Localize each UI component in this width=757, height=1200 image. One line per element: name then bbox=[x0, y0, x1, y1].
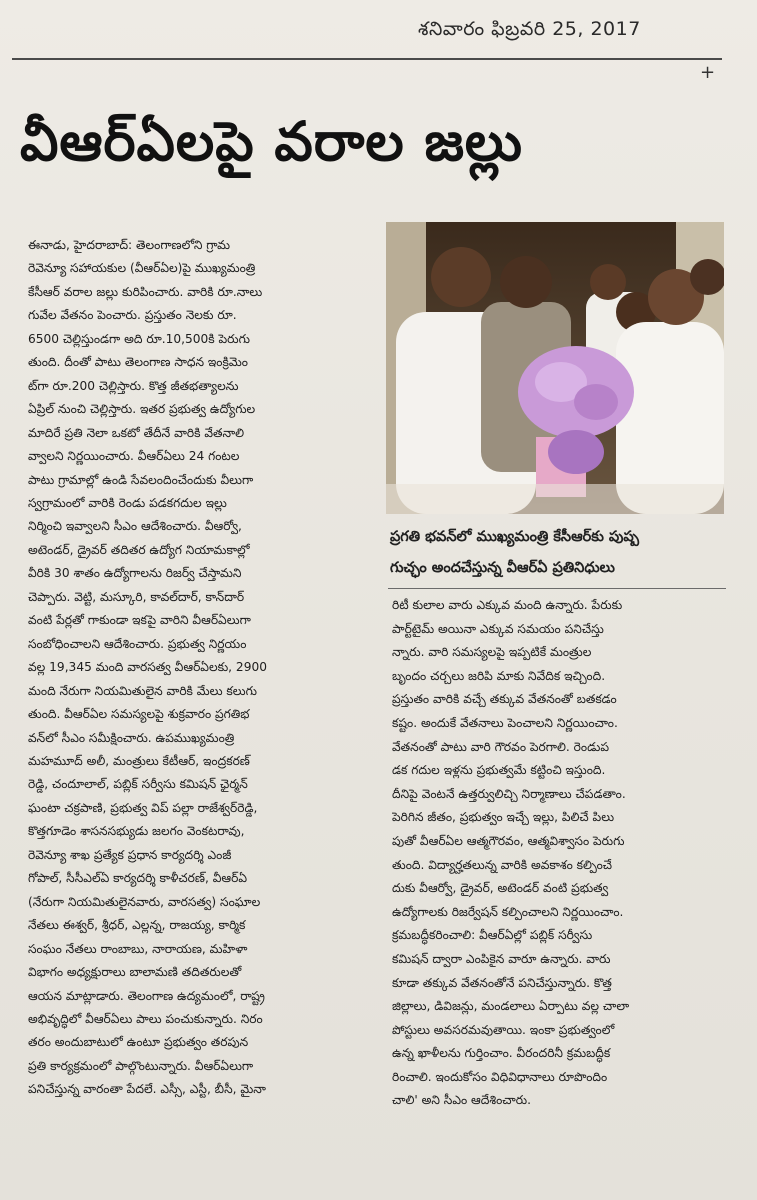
article-line: పెరిగిన జీతం, ప్రభుత్వం ఇచ్చే ఇల్లు, పిలిచే పిలు bbox=[392, 810, 615, 825]
article-line: కేసీఆర్‌ వరాల జల్లు కురిపించారు. వారికి రూ.నాలు bbox=[28, 284, 263, 299]
article-line: ఏప్రిల్‌ నుంచి చెల్లిస్తారు. ఇతర ప్రభుత్వ ఉద్యోగుల bbox=[28, 402, 256, 417]
article-line: డక గదుల ఇళ్లను ప్రభుత్వమే కట్టించి ఇస్తుంది. bbox=[392, 763, 606, 778]
article-line: క్రమబద్ధీకరించాలి: వీఆర్‌ఏల్లో పబ్లిక్‌ సర్వీసు bbox=[392, 928, 593, 943]
article-line: ఉద్యోగాలకు రిజర్వేషన్‌ కల్పించాలని నిర్ణయించాం. bbox=[392, 904, 624, 919]
article-line: తుంది. విద్యార్హతలున్న వారికి అవకాశం కల్పించే bbox=[392, 857, 613, 872]
article-line: వంటి పేర్లతో గాకుండా ఇకపై వారిని వీఆర్‌ఏలుగా bbox=[28, 613, 251, 628]
article-line: అభివృద్ధిలో వీఆర్‌ఏలు పాలు పంచుకున్నారు. నిరం bbox=[28, 1011, 263, 1026]
article-line: వీరికి 30 శాతం ఉద్యోగాలను రిజర్వ్‌ చేస్తామని bbox=[28, 566, 242, 581]
article-line: ప్రతి కార్యక్రమంలో పాల్గొంటున్నారు. వీఆర్‌ఏలుగా bbox=[28, 1058, 254, 1073]
article-line: పార్ట్‌టైమ్‌ అయినా ఎక్కువ సమయం పనిచేస్తు bbox=[392, 621, 604, 636]
article-line: కొత్తగూడెం శాసనసభ్యుడు జలగం వెంకటరావు, bbox=[28, 824, 245, 839]
article-line: గోపాల్‌, సీసీఎల్‌ఏ కార్యదర్శి కాళీచరణ్‌, వీఆర్‌ఏ bbox=[28, 871, 247, 886]
article-line: చాలి' అని సీఎం ఆదేశించారు. bbox=[392, 1093, 532, 1108]
article-line: కష్టం. అందుకే వేతనాలు పెంచాలని నిర్ణయించాం. bbox=[392, 715, 618, 730]
article-line: పనిచేస్తున్న వారంతా పేదలే. ఎస్సీ, ఎస్టీ, బీసీ, మైనా bbox=[28, 1082, 266, 1097]
article-line: ఆయన మాట్లాడారు. తెలంగాణ ఉద్యమంలో, రాష్ట్ర bbox=[28, 988, 265, 1003]
article-line: తుంది. వీఆర్‌ఏల సమస్యలపై శుక్రవారం ప్రగతిభ bbox=[28, 707, 250, 722]
plus-mark: + bbox=[700, 62, 716, 83]
article-line: వ్వాలని నిర్ణయించారు. వీఆర్‌ఏలు 24 గంటల bbox=[28, 449, 240, 464]
article-line: అటెండర్‌, డ్రైవర్‌ తదితర ఉద్యోగ నియామకాల్లో bbox=[28, 542, 250, 557]
article-line: రించాలి. ఇందుకోసం విధివిధానాలు రూపొందిం bbox=[392, 1069, 608, 1084]
article-line: న్నారు. వారి సమస్యలపై ఇప్పటికే మంత్రుల bbox=[392, 645, 592, 660]
article-line: పాటు గ్రామాల్లో ఉండి సేవలందించేందుకు వీలుగా bbox=[28, 472, 254, 487]
article-line: గువేల వేతనం పెంచారు. ప్రస్తుతం నెలకు రూ. bbox=[28, 308, 237, 323]
article-line: మహమూద్‌ అలీ, మంత్రులు కేటీఆర్‌, ఇంద్రకరణ్‌ bbox=[28, 753, 250, 768]
article-line: రెవెన్యూ సహాయకుల (వీఆర్‌ఏల)పై ముఖ్యమంత్రి bbox=[28, 261, 256, 276]
article-line: ట్‌గా రూ.200 చెల్లిస్తారు. కొత్త జీతభత్యాలను bbox=[28, 378, 239, 393]
article-line: మాదిరే ప్రతి నెలా ఒకటో తేదీనే వారికి వేతనాలి bbox=[28, 425, 245, 440]
article-line: సంబోధించాలని ఆదేశించారు. ప్రభుత్వ నిర్ణయం bbox=[28, 636, 247, 651]
article-line: జిల్లాలు, డివిజన్లు, మండలాలు ఏర్పాటు వల్ల చాలా bbox=[392, 999, 630, 1014]
article-column-left bbox=[28, 234, 380, 1102]
article-line: రెడ్డి, చందూలాల్‌, పబ్లిక్‌ సర్వీసు కమిషన్‌ ఛైర్మన్‌ bbox=[28, 777, 248, 792]
caption-line: గుచ్ఛం అందచేస్తున్న వీఆర్‌ఏ ప్రతినిధులు bbox=[390, 560, 615, 576]
article-line: దీనిపై వెంటనే ఉత్తర్వులిచ్చి నిర్మాణాలు చేపడతాం. bbox=[392, 786, 626, 801]
publication-date: శనివారం ఫిబ్రవరి 25, 2017 bbox=[418, 18, 641, 40]
article-line: తుంది. దీంతో పాటు తెలంగాణ సాధన ఇంక్రిమెం bbox=[28, 355, 248, 370]
article-line: ఈనాడు, హైదరాబాద్‌: తెలంగాణలోని గ్రామ bbox=[28, 238, 231, 252]
article-line: నేతలు ఈశ్వర్‌, శ్రీధర్‌, ఎల్లన్న, రాజయ్య, కార్మిక bbox=[28, 918, 246, 933]
article-line: నిర్మించి ఇవ్వాలని సీఎం ఆదేశించారు. వీఆర్వో, bbox=[28, 519, 242, 534]
article-line: పుతో వీఆర్‌ఏల ఆత్మగౌరవం, ఆత్మవిశ్వాసం పెరుగు bbox=[392, 833, 625, 848]
article-line: చెప్పారు. వెట్టి, మస్కూరి, కావల్‌దార్‌, కాన్‌దార్‌ bbox=[28, 589, 245, 604]
article-line: తరం అందుబాటులో ఉంటూ ప్రభుత్వం తరపున bbox=[28, 1035, 249, 1050]
article-line: వన్‌లో సీఎం సమీక్షించారు. ఉపముఖ్యమంత్రి bbox=[28, 730, 235, 745]
article-line: కమిషన్‌ ద్వారా ఎంపికైన వారూ ఉన్నారు. వారు bbox=[392, 951, 611, 966]
article-line: బృందం చర్చలు జరిపి మాకు నివేదిక ఇచ్చింది. bbox=[392, 668, 606, 683]
article-line: విభాగం అధ్యక్షురాలు బాలామణి తదితరులతో bbox=[28, 965, 242, 980]
news-photo-icon bbox=[386, 222, 724, 514]
article-line: దుకు వీఆర్వో, డ్రైవర్‌, అటెండర్‌ వంటి ప్రభుత్వ bbox=[392, 881, 609, 896]
article-line: ఉన్న ఖాళీలను గుర్తించాం. వీరందరినీ క్రమబద్ధీక bbox=[392, 1046, 611, 1061]
article-line: వేతనంతో పాటు వారి గౌరవం పెరగాలి. రెండుప bbox=[392, 739, 609, 754]
photo-caption bbox=[390, 522, 724, 584]
article-line: మంది నేరుగా నియమితులైన వారికి మేలు కలుగు bbox=[28, 683, 257, 698]
article-line: సంఘం నేతలు రాంబాబు, నారాయణ, మహిళా bbox=[28, 941, 248, 956]
headline: వీఆర్‌ఏలపై వరాల జల్లు bbox=[20, 110, 523, 173]
caption-line: ప్రగతి భవన్‌లో ముఖ్యమంత్రి కేసీఆర్‌కు పుష్ప bbox=[390, 529, 639, 545]
article-line: స్వగ్రామంలో వారికి రెండు పడకగదుల ఇల్లు bbox=[28, 495, 227, 510]
article-line: ఘంటా చక్రపాణి, ప్రభుత్వ విప్‌ పల్లా రాజేశ్వర్‌రెడ్డి, bbox=[28, 800, 258, 815]
caption-rule bbox=[388, 588, 726, 589]
article-line: రిటీ కులాల వారు ఎక్కువ మంది ఉన్నారు. పేరుకు bbox=[392, 598, 623, 612]
article-line: వల్ల 19,345 మంది వారసత్వ వీఆర్‌ఏలకు, 2900 bbox=[28, 660, 267, 675]
article-line: 6500 చెల్లిస్తుండగా అది రూ.10,500కి పెరుగు bbox=[28, 331, 250, 346]
article-line: (నేరుగా నియమితులైనవారు, వారసత్వ) సంఘాల bbox=[28, 894, 261, 909]
article-column-right bbox=[392, 594, 730, 1113]
article-line: ప్రస్తుతం వారికి వచ్చే తక్కువ వేతనంతో బతకడం bbox=[392, 692, 617, 707]
photo-illustration bbox=[386, 222, 724, 514]
article-line: కూడా తక్కువ వేతనంతోనే పనిచేస్తున్నారు. కొత్త bbox=[392, 975, 612, 990]
header-rule bbox=[12, 58, 722, 60]
article-line: పోస్టులు అవసరమవుతాయి. ఇంకా ప్రభుత్వంలో bbox=[392, 1022, 615, 1037]
article-line: రెవెన్యూ శాఖ ప్రత్యేక ప్రధాన కార్యదర్శి ఎంజీ bbox=[28, 847, 232, 862]
